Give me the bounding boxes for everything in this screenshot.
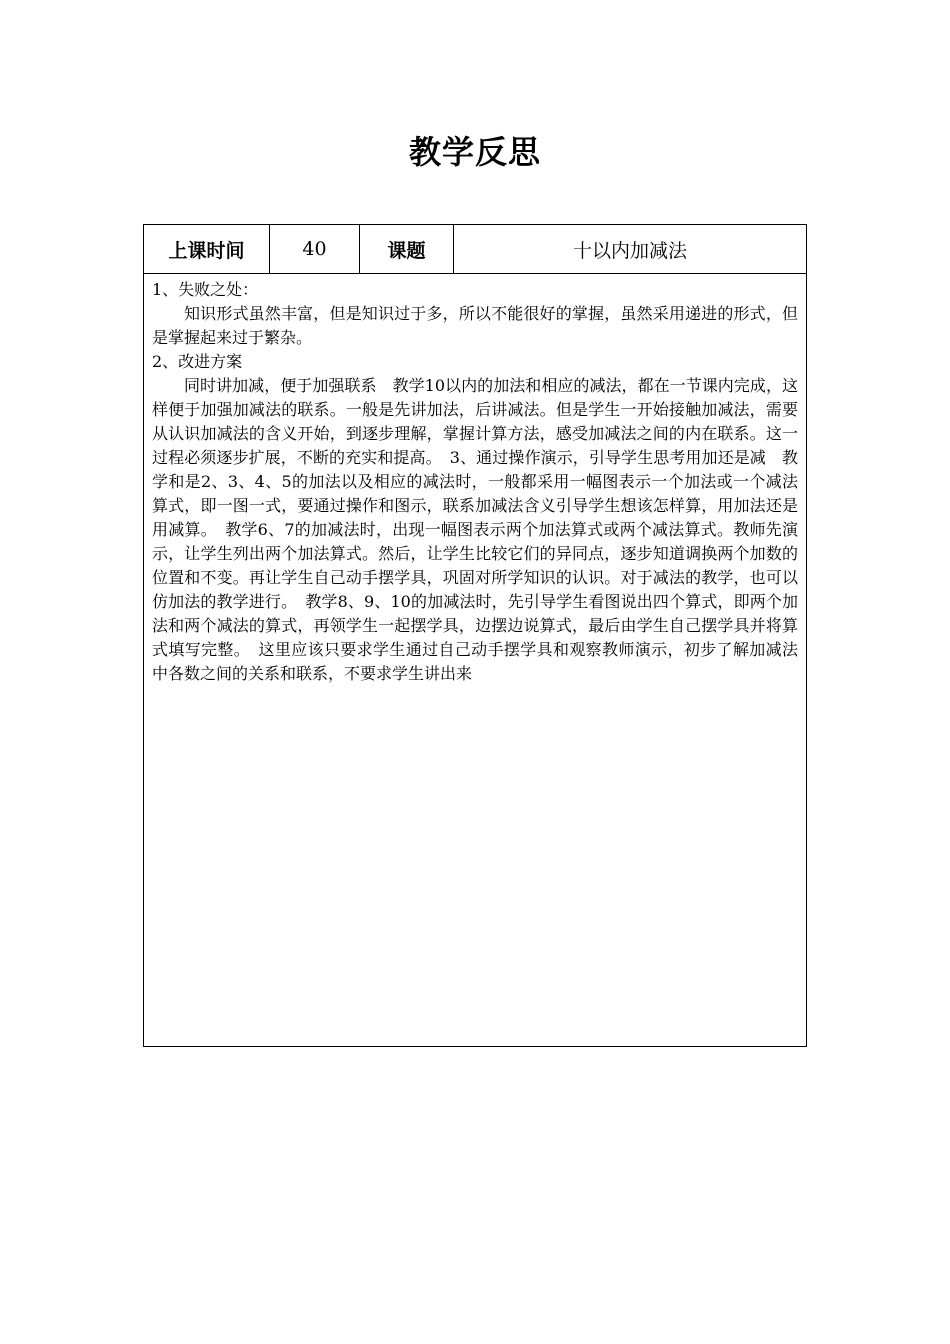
class-time-label: 上课时间	[144, 225, 270, 274]
section2-heading: 2、改进方案	[152, 352, 243, 371]
header-row	[144, 225, 807, 274]
reflection-content	[144, 274, 807, 1047]
class-time-value: 40	[270, 225, 360, 274]
content-row	[144, 274, 807, 1047]
document-title: 教学反思	[408, 133, 541, 171]
topic-value: 十以内加减法	[454, 225, 807, 274]
topic-label: 课题	[360, 225, 454, 274]
section2-text: 同时讲加减，便于加强联系 教学10以内的加法和相应的减法，都在一节课内完成，这样便于加强加减法的联系。一般是先讲加法，后讲减法。但是学生一开始接触加减法，需要从认识加减法的含义开始，到逐步理解，掌握计算方法，感受加减法之间的内在联系。这一过程必须逐步扩展，不断的充实和提高。 3、通过操作演示，引导学生思考用加还是减 教学和是2、3、4、5的加法以及相应的减法时，一般都采用一幅图表示一个加法或一个减法算式，即一图一式，要通过操作和图示，联系加减法含义引导学生想该怎样算，用加法还是用减算。 教学6、7的加减法时，出现一幅图表示两个加法算式或两个减法算式。教师先演示，让学生列出两个加法算式。然后，让学生比较它们的异同点，逐步知道调换两个加数的位置和不变。再让学生自己动手摆学具，巩固对所学知识的认识。对于减法的教学，也可以仿加法的教学进行。 教学8、9、10的加减法时，先引导学生看图说出四个算式，即两个加法和两个减法的算式，再领学生一起摆学具，边摆边说算式，最后由学生自己摆学具并将算式填写完整。 这里应该只要求学生通过自己动手摆学具和观察教师演示，初步了解加减法中各数之间的关系和联系，不要求学生讲出来	[152, 376, 798, 683]
section1-heading: 1、失败之处：	[152, 280, 259, 299]
section1-text: 知识形式虽然丰富，但是知识过于多，所以不能很好的掌握，虽然采用递进的形式，但是掌握起来过于繁杂。	[152, 304, 798, 347]
reflection-form-table	[143, 224, 807, 1047]
